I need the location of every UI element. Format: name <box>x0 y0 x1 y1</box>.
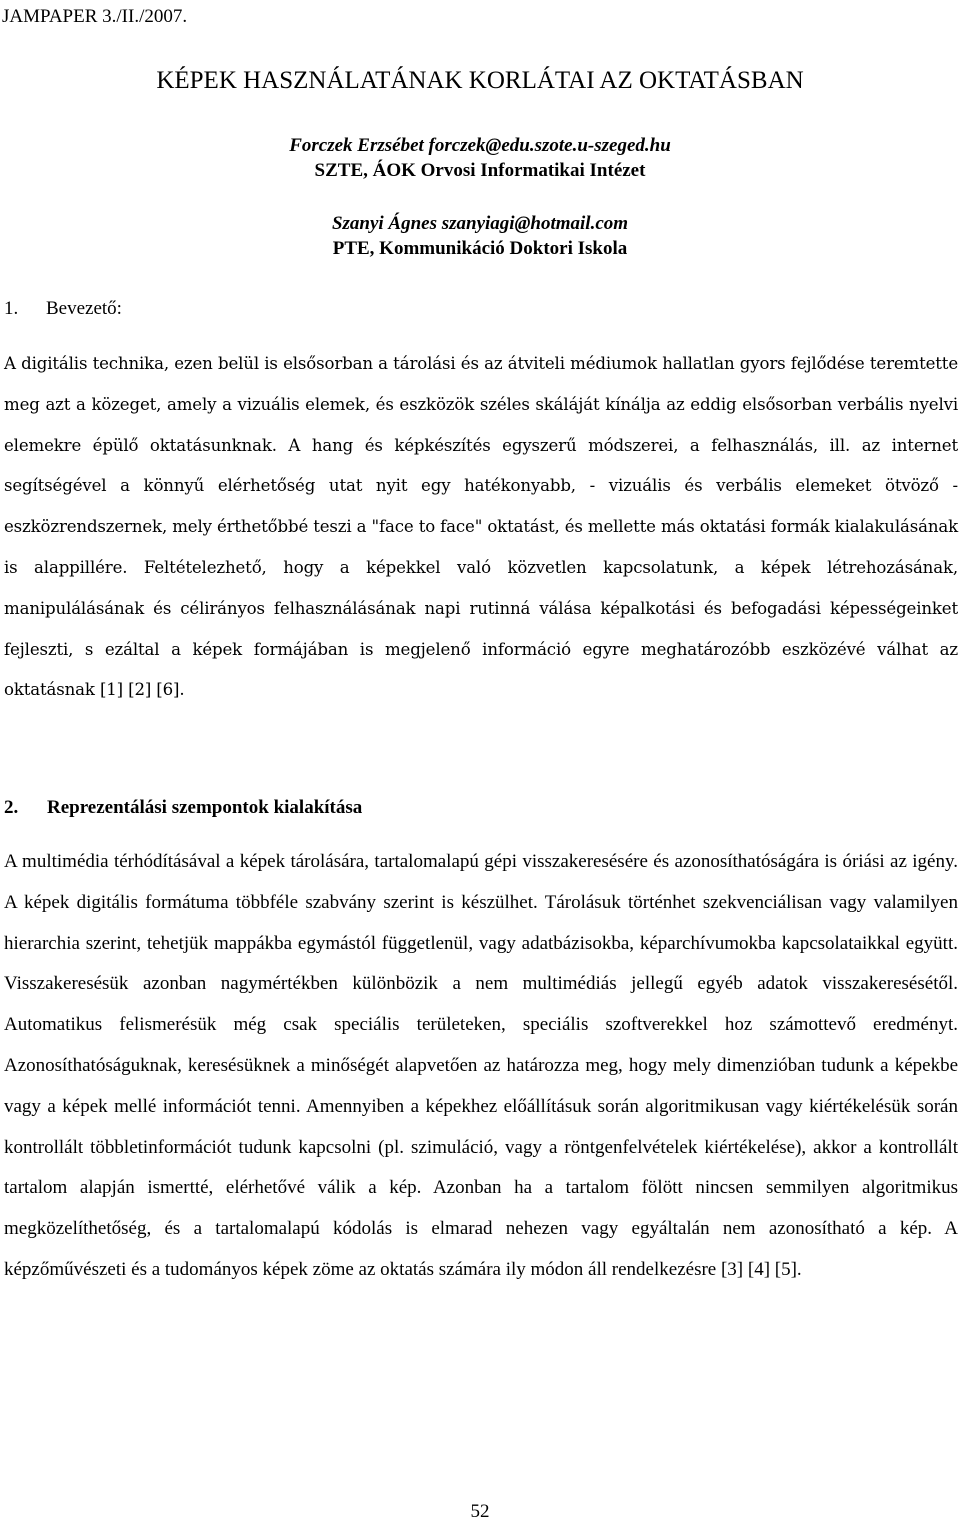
page-number: 52 <box>470 1501 490 1522</box>
author-1-name: Forczek Erzsébet forczek@edu.szote.u-szeged.hu <box>289 135 671 156</box>
author-2-institution: PTE, Kommunikáció Doktori Iskola <box>332 238 628 259</box>
section-2-title: Reprezentálási szempontok kialakítása <box>47 797 363 818</box>
section-2-number: 2. <box>4 797 19 818</box>
section-1-paragraph: A digitális technika, ezen belül is elsősorban a tárolási és az átviteli médiumok hallatlan gyors fejlődése teremtette meg azt a közeget, amely a vizuális elemek, és eszközök széles skáláját kínálja az eddig elsősorban verbális nyelvi elemekre épülő oktatásunknak. A hang és képkészítés egyszerű módszerei, a felhasználás, ill. az internet segítségével a könnyű elérhetőség utat nyit egy hatékonyabb, - vizuális és verbális elemeket ötvöző - eszközrendszernek, mely érthetőbbé teszi a "face to face" oktatást, és mellette más oktatási formák kialakulásának is alappillére. Feltételezhető, hogy a képekkel való közvetlen kapcsolatunk, a képek létrehozásának, manipulálásának és célirányos felhasználásának napi rutinná válása képalkotási és befogadási képességeinket fejleszti, s ezáltal a képek formájában is megjelenő információ egyre meghatározóbb eszközévé válhat az oktatásnak [1] [2] [6]. <box>4 354 959 700</box>
paper-title: KÉPEK HASZNÁLATÁNAK KORLÁTAI AZ OKTATÁSBAN <box>156 67 804 94</box>
section-1-title: Bevezető: <box>46 298 122 319</box>
author-2-name: Szanyi Ágnes szanyiagi@hotmail.com <box>331 213 629 234</box>
section-1-number: 1. <box>4 298 19 319</box>
author-1-institution: SZTE, ÁOK Orvosi Informatikai Intézet <box>314 160 646 181</box>
journal-header: JAMPAPER 3./II./2007. <box>2 6 188 27</box>
section-2-paragraph: A multimédia térhódításával a képek tárolására, tartalomalapú gépi visszakeresésére és azonosíthatóságára is óriási az igény. A képek digitális formátuma többféle szabvány szerint is készülhet. Tárolásuk történhet szekvenciálisan vagy valamilyen hierarchia szerint, tehetjük mappákba egymástól függetlenül, vagy adatbázisokba, képarchívumokba kapcsolataikkal együtt. Visszakeresésük azonban nagymértékben különbözik a nem multimédiás jellegű egyéb adatok visszakeresésétől. Automatikus felismerésük még csak speciális területeken, speciális szoftverekkel hoz számottevő eredményt. Azonosíthatóságuknak, keresésüknek a minőségét alapvetően az határozza meg, hogy mely dimenzióban tudunk a képekbe vagy a képek mellé információt tenni. Amennyiben a képekhez előállításuk során algoritmikusan vagy kiértékelésük során kontrollált többletinformációt tudunk kapcsolni (pl. szimuláció, vagy a röntgenfelvételek kiértékelése), akkor a kontrollált tartalom alapján ismertté, elérhetővé válik a kép. Azonban ha a tartalom fölött nincsen semmilyen algoritmikus megközelíthetőség, és a tartalomalapú kódolás is elmarad nehezen vagy egyáltalán nem azonosítható a kép. A képzőművészeti és a tudományos képek zöme az oktatás számára ily módon áll rendelkezésre [3] [4] [5]. <box>4 851 958 1280</box>
section-1-heading <box>4 298 122 320</box>
section-2-heading <box>4 797 362 819</box>
